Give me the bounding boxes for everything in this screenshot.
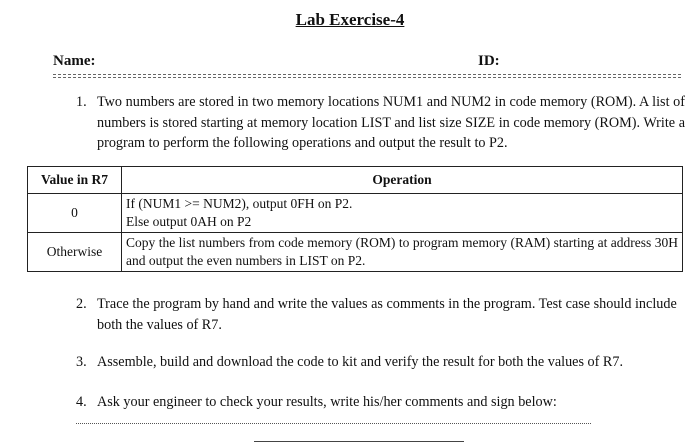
operation-line: Copy the list numbers from code memory (ROM) to program memory (RAM) starting at address 30H and output the even numbers in LIST on P2. [126, 235, 678, 268]
question-number: 2. [76, 296, 87, 312]
question-text: Two numbers are stored in two memory locations NUM1 and NUM2 in code memory (ROM). A list of numbers is stored starting at memory location LIST and list size SIZE in code memory (ROM). Write a program to perform the following operations and output the result to P2. [97, 94, 685, 151]
page-title [0, 10, 700, 30]
table-row [28, 233, 683, 272]
operation-line: Else output 0AH on P2 [126, 214, 252, 229]
header-divider [53, 74, 681, 78]
question-number: 1. [76, 94, 87, 110]
cell-value: Otherwise [28, 233, 122, 272]
cell-operation [122, 194, 683, 233]
question-text: Assemble, build and download the code to kit and verify the result for both the values of R7. [97, 354, 624, 370]
cell-value: 0 [28, 194, 122, 233]
question-text: Ask your engineer to check your results, write his/her comments and sign below: [97, 394, 557, 410]
id-label: ID: [478, 53, 500, 69]
table-row [28, 194, 683, 233]
page-title-text: Lab Exercise-4 [295, 10, 405, 29]
bottom-divider [254, 441, 464, 442]
cell-operation [122, 233, 683, 272]
comments-signature-line [76, 423, 591, 424]
question-number: 3. [76, 354, 87, 370]
column-header-value: Value in R7 [28, 167, 122, 194]
name-label: Name: [53, 53, 96, 69]
column-header-operation: Operation [122, 167, 683, 194]
operations-table [27, 166, 683, 272]
question-number: 4. [76, 394, 87, 410]
question-text: Trace the program by hand and write the values as comments in the program. Test case should include both the values of R7. [97, 296, 677, 333]
table-header-row [28, 167, 683, 194]
operation-line: If (NUM1 >= NUM2), output 0FH on P2. [126, 196, 353, 211]
